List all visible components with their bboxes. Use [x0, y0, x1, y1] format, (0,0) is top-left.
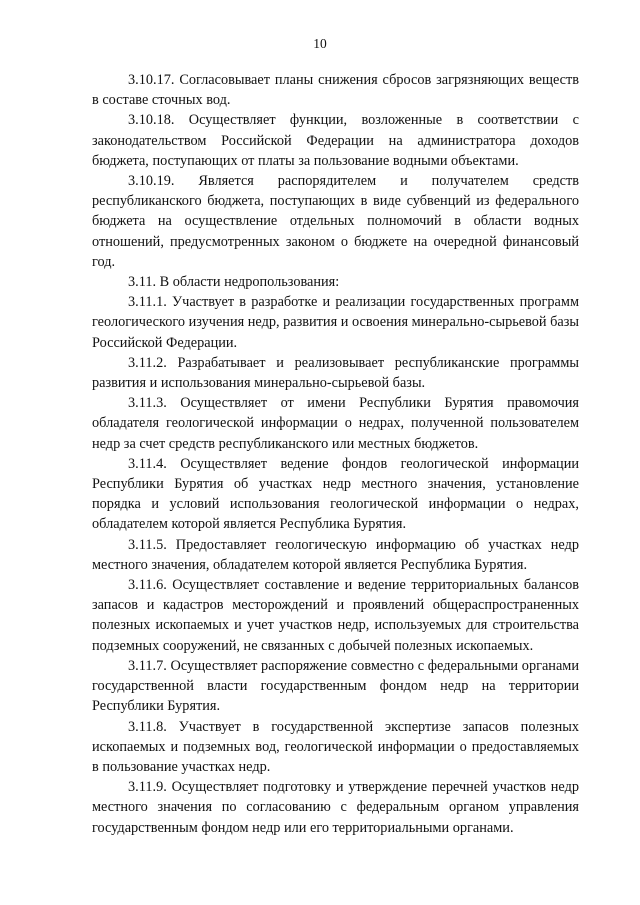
paragraph-3-11-4: 3.11.4. Осуществляет ведение фондов геологической информации Республики Бурятия об участках недр местного значения, установление порядка и условий использования геологической информации о недрах, обладателем которой является Республика Бурятия. [92, 455, 579, 533]
paragraph-3-11-7: 3.11.7. Осуществляет распоряжение совместно с федеральными органами государственной власти государственным фондом недр на территории Республики Бурятия. [92, 657, 579, 715]
paragraph-3-11-6: 3.11.6. Осуществляет составление и ведение территориальных балансов запасов и кадастров месторождений и проявлений общераспространенных полезных ископаемых и учет участков недр, используемых для строительства подземных сооружений, не связанных с добычей полезных ископаемых. [92, 577, 579, 654]
page-number: 10 [313, 36, 327, 51]
paragraph-3-11-3: 3.11.3. Осуществляет от имени Республики Бурятия правомочия обладателя геологической информации о недрах, полученной пользователем недр за счет средств республиканского или местных бюджетов. [92, 395, 579, 452]
paragraph-3-10-18: 3.10.18. Осуществляет функции, возложенные в соответствии с законодательством Российской Федерации на администратора доходов бюджета, поступающих от платы за пользование водными объектами. [92, 112, 579, 169]
paragraph-3-11-1: 3.11.1. Участвует в разработке и реализации государственных программ геологического изучения недр, развития и освоения минерально-сырьевой базы Российской Федерации. [92, 294, 579, 351]
section-heading-3-11: 3.11. В области недропользования: [128, 274, 340, 291]
paragraph-3-10-19: 3.10.19. Является распорядителем и получателем средств республиканского бюджета, поступающих в виде субвенций из федерального бюджета на осуществление отдельных полномочий в области водных отношений, предусмотренных законом о бюджете на очередной финансовый год. [92, 173, 579, 270]
paragraph-3-11-9: 3.11.9. Осуществляет подготовку и утверждение перечней участков недр местного значения по согласованию с федеральным органом управления государственным фондом недр или его территориальными органами. [92, 779, 579, 836]
paragraph-3-10-17: 3.10.17. Согласовывает планы снижения сбросов загрязняющих веществ в составе сточных вод. [92, 72, 579, 109]
paragraph-3-11-8: 3.11.8. Участвует в государственной экспертизе запасов полезных ископаемых и подземных вод, геологической информации о предоставляемых в пользование участках недр. [92, 718, 579, 775]
document-body [92, 70, 579, 838]
paragraph-3-11-2: 3.11.2. Разрабатывает и реализовывает республиканские программы развития и использования минерально-сырьевой базы. [92, 354, 579, 392]
paragraph-3-11-5: 3.11.5. Предоставляет геологическую информацию об участках недр местного значения, обладателем которой является Республика Бурятия. [92, 536, 579, 573]
